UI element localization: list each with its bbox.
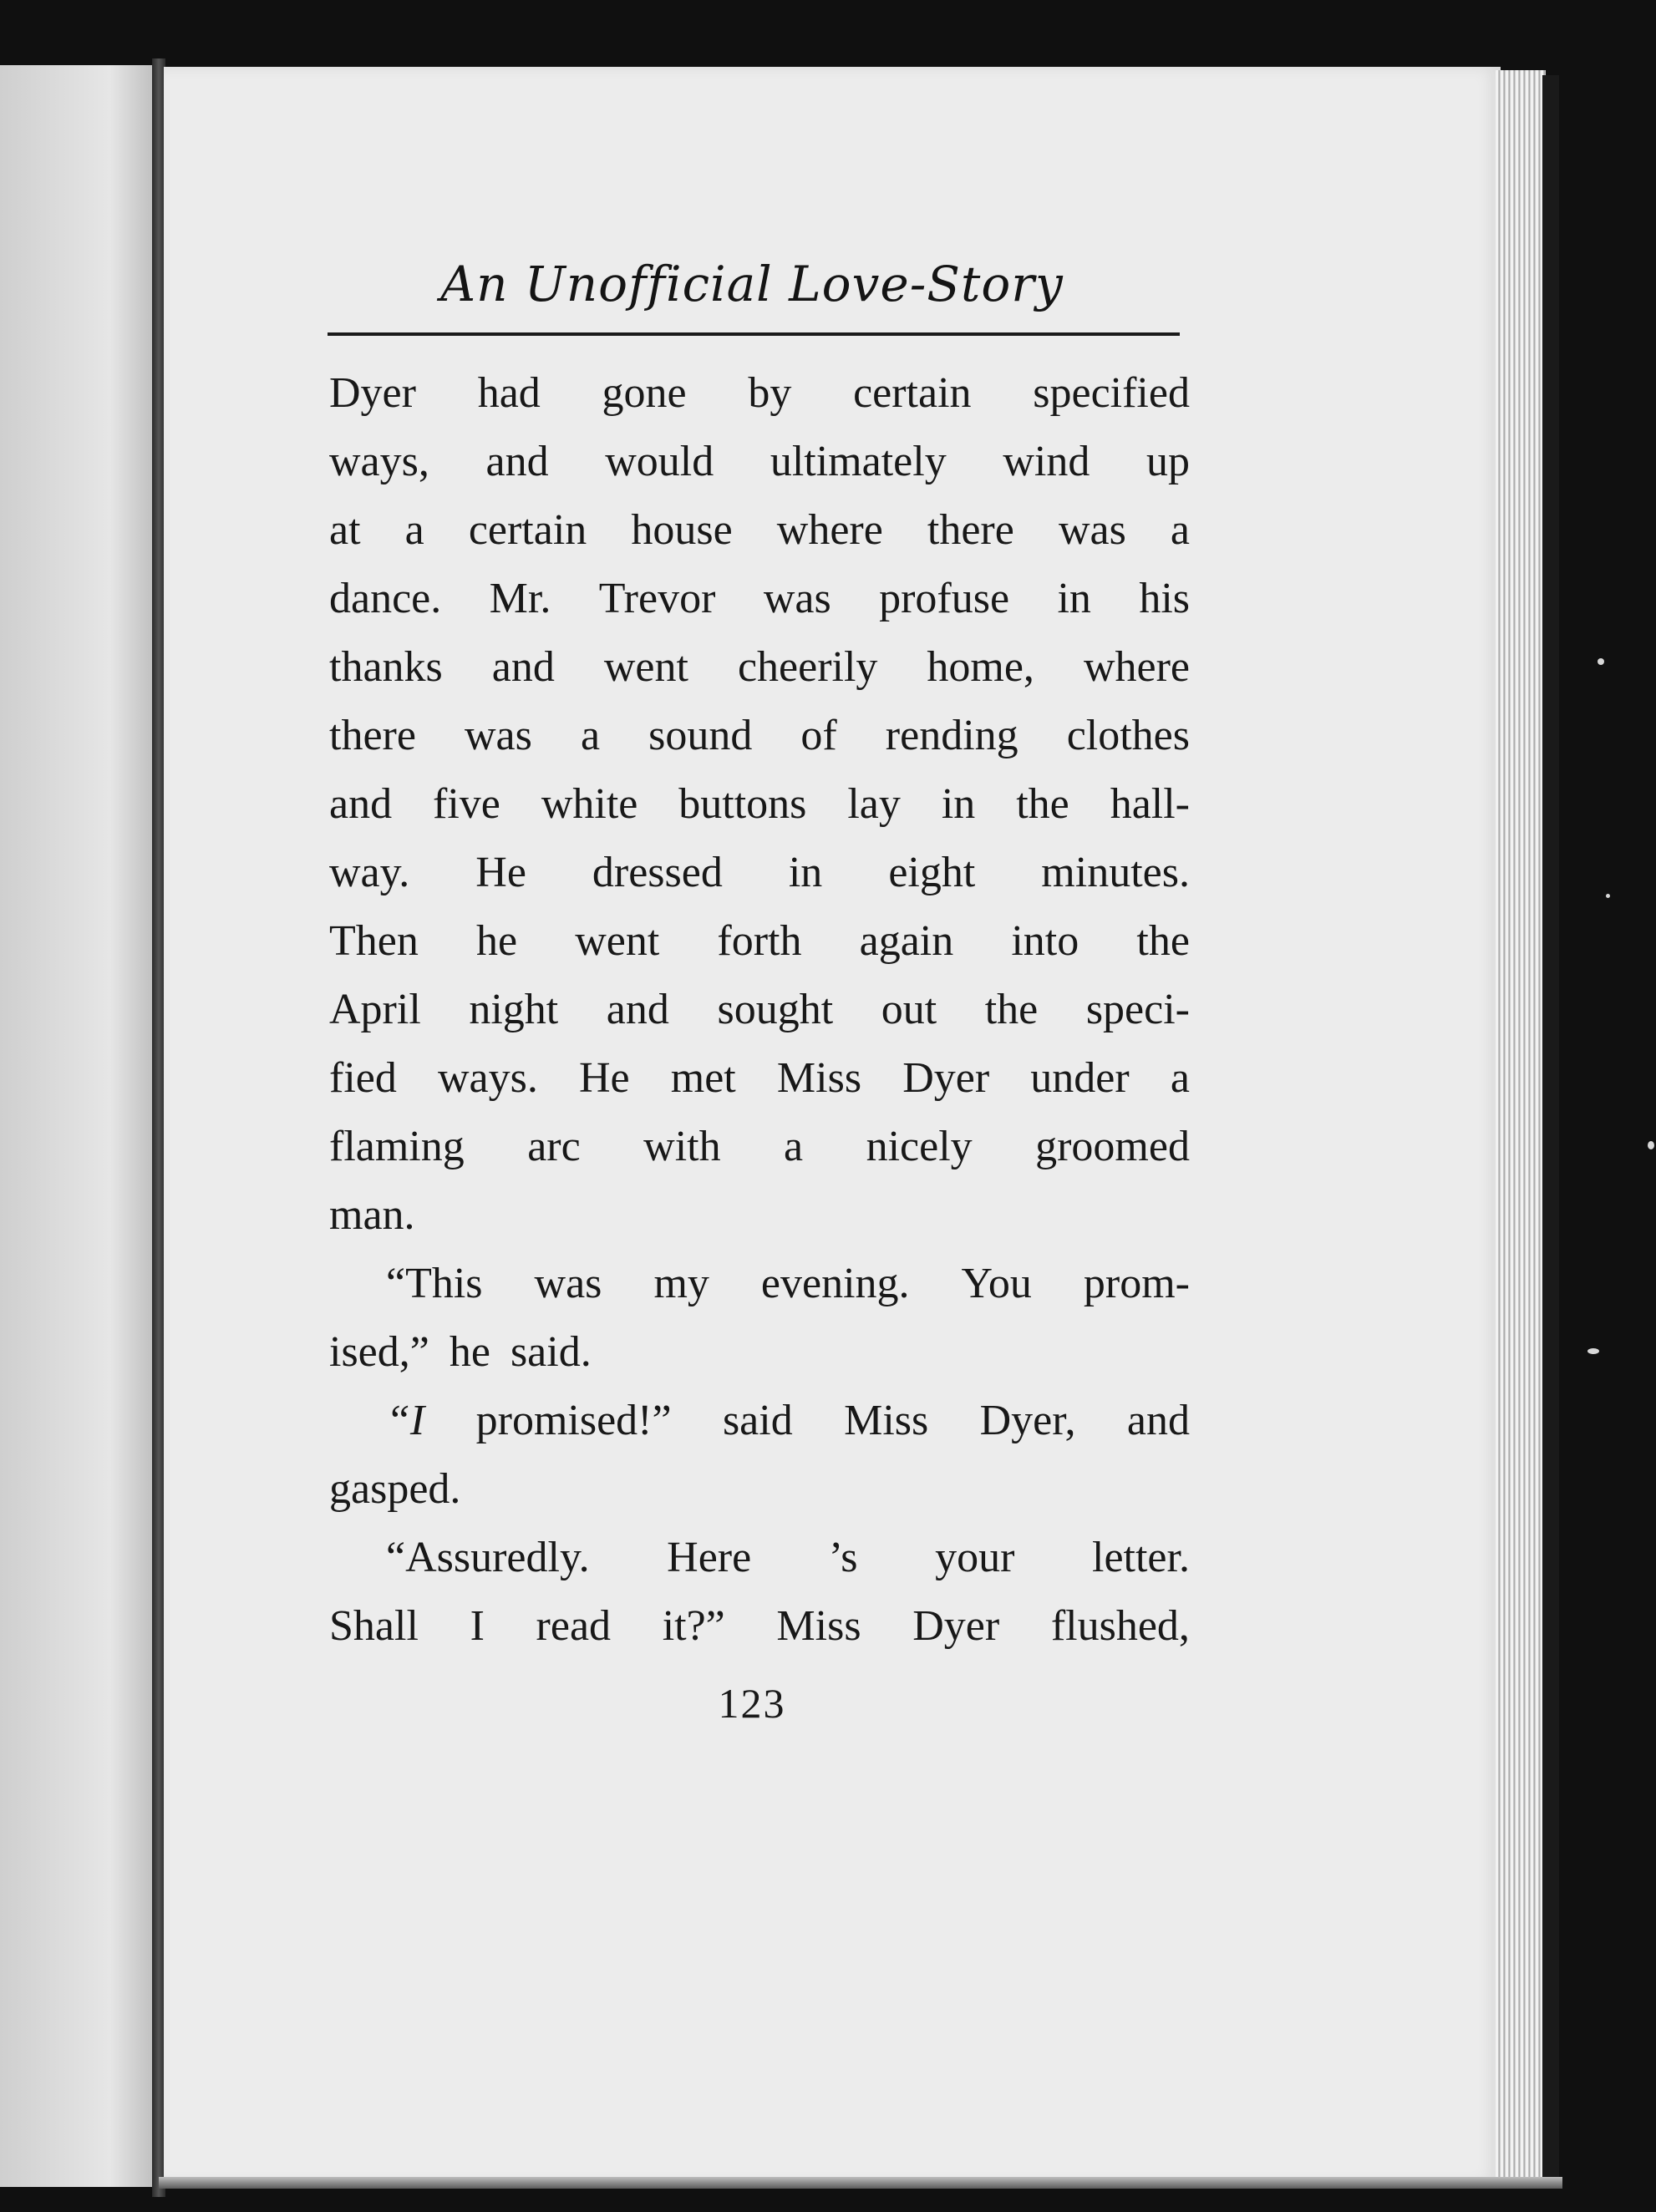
word: groomed — [1035, 1123, 1190, 1170]
word: way. — [329, 849, 410, 896]
word: “I — [386, 1397, 425, 1444]
word: a — [1170, 1054, 1190, 1102]
word: the — [1016, 780, 1069, 828]
word: in — [788, 849, 823, 896]
page-stack-edges — [1496, 70, 1546, 2184]
word: of — [800, 712, 837, 759]
word: his — [1139, 575, 1190, 622]
word: Shall — [329, 1602, 419, 1650]
word: wind — [1003, 438, 1090, 485]
word: “Assuredly. — [386, 1534, 590, 1581]
word: at — [329, 506, 361, 554]
body-text — [329, 359, 1190, 1661]
word: a — [404, 506, 424, 554]
word: your — [935, 1534, 1015, 1581]
text-line — [329, 1044, 1190, 1113]
word: Then — [329, 917, 419, 965]
word: flaming — [329, 1123, 465, 1170]
word: Dyer — [329, 369, 416, 417]
word: five — [433, 780, 500, 828]
word: Trevor — [598, 575, 716, 622]
word: eight — [888, 849, 976, 896]
word: ised,” — [329, 1328, 429, 1376]
word: I — [470, 1602, 485, 1650]
word: thanks — [329, 643, 443, 691]
word: my — [653, 1260, 709, 1307]
word: there — [927, 506, 1014, 554]
word: again — [859, 917, 954, 965]
word: said. — [510, 1328, 592, 1376]
word: letter. — [1092, 1534, 1190, 1581]
word: cheerily — [737, 643, 878, 691]
word: by — [748, 369, 792, 417]
text-line — [329, 496, 1190, 565]
word: out — [881, 986, 937, 1033]
running-head: An Unofficial Love-Story — [440, 256, 1064, 312]
word: and — [485, 438, 549, 485]
word: minutes. — [1041, 849, 1190, 896]
word: nicely — [866, 1123, 973, 1170]
word: there — [329, 712, 416, 759]
word: He — [579, 1054, 630, 1102]
text-line — [329, 428, 1190, 496]
word: flushed, — [1050, 1602, 1190, 1650]
text-line — [329, 359, 1190, 428]
word: and — [491, 643, 555, 691]
word: in — [1057, 575, 1091, 622]
text-line — [329, 1387, 1190, 1455]
word: sought — [717, 986, 834, 1033]
word: arc — [527, 1123, 581, 1170]
word: went — [603, 643, 688, 691]
text-line — [329, 1250, 1190, 1318]
word: Dyer — [902, 1054, 990, 1102]
word: up — [1145, 438, 1190, 485]
word: where — [1083, 643, 1190, 691]
word: buttons — [678, 780, 807, 828]
word: met — [670, 1054, 736, 1102]
word: was — [1058, 506, 1126, 554]
word: ultimately — [770, 438, 947, 485]
word: he — [449, 1328, 490, 1376]
book-cover-edge — [1542, 75, 1559, 2180]
text-line — [329, 565, 1190, 633]
word: certain — [853, 369, 972, 417]
word: rending — [885, 712, 1018, 759]
word: had — [477, 369, 541, 417]
word: prom- — [1083, 1260, 1190, 1307]
word: Miss — [776, 1602, 861, 1650]
word: dressed — [592, 849, 723, 896]
word: Mr. — [489, 575, 551, 622]
word: “This — [386, 1260, 483, 1307]
word: under — [1030, 1054, 1130, 1102]
word: into — [1011, 917, 1079, 965]
word: Dyer — [912, 1602, 1000, 1650]
text-line — [329, 907, 1190, 976]
word: a — [1170, 506, 1190, 554]
word: ’s — [828, 1534, 858, 1581]
facing-page-edge — [0, 65, 157, 2187]
word: and — [606, 986, 669, 1033]
word: speci- — [1085, 986, 1190, 1033]
page-number: 123 — [718, 1680, 786, 1727]
word: night — [469, 986, 559, 1033]
word: and — [1126, 1397, 1190, 1444]
text-line — [329, 1455, 1190, 1524]
text-line — [329, 1181, 1190, 1250]
word: certain — [468, 506, 587, 554]
word: was — [763, 575, 831, 622]
text-line — [329, 770, 1190, 839]
word: lay — [847, 780, 901, 828]
word: gasped. — [329, 1465, 461, 1513]
word: specified — [1033, 369, 1190, 417]
word: evening. — [760, 1260, 910, 1307]
word: Miss — [844, 1397, 929, 1444]
word: read — [536, 1602, 612, 1650]
word: home, — [927, 643, 1034, 691]
text-line — [329, 1318, 1190, 1387]
word: forth — [717, 917, 802, 965]
word: ways, — [329, 438, 429, 485]
word: fied — [329, 1054, 397, 1102]
word: in — [941, 780, 976, 828]
word: white — [541, 780, 638, 828]
page-bottom-edge — [159, 2177, 1562, 2189]
running-head-rule — [328, 332, 1180, 336]
text-line — [329, 1113, 1190, 1181]
word: profuse — [879, 575, 1010, 622]
word: the — [984, 986, 1039, 1033]
word: went — [575, 917, 660, 965]
word: April — [329, 986, 421, 1033]
word: Miss — [776, 1054, 862, 1102]
text-line — [329, 839, 1190, 907]
word: man. — [329, 1191, 415, 1239]
word: a — [580, 712, 601, 759]
word: sound — [648, 712, 753, 759]
word: was — [465, 712, 532, 759]
text-line — [329, 976, 1190, 1044]
word: a — [784, 1123, 804, 1170]
word: dance. — [329, 575, 442, 622]
word: he — [475, 917, 518, 965]
word: ways. — [437, 1054, 538, 1102]
word: the — [1136, 917, 1190, 965]
word: promised!” — [475, 1397, 672, 1444]
text-line — [329, 1592, 1190, 1661]
text-line — [329, 633, 1190, 702]
word: Here — [667, 1534, 752, 1581]
word: Dyer, — [979, 1397, 1076, 1444]
word: it?” — [662, 1602, 725, 1650]
word: would — [605, 438, 714, 485]
word: hall- — [1110, 780, 1190, 828]
word: was — [534, 1260, 602, 1307]
word: You — [961, 1260, 1032, 1307]
text-line — [329, 702, 1190, 770]
word: with — [643, 1123, 721, 1170]
word: clothes — [1066, 712, 1190, 759]
word: said — [722, 1397, 793, 1444]
text-line — [329, 1524, 1190, 1592]
word: He — [475, 849, 526, 896]
word: and — [329, 780, 393, 828]
word: where — [776, 506, 883, 554]
word: gone — [602, 369, 687, 417]
word: house — [631, 506, 733, 554]
